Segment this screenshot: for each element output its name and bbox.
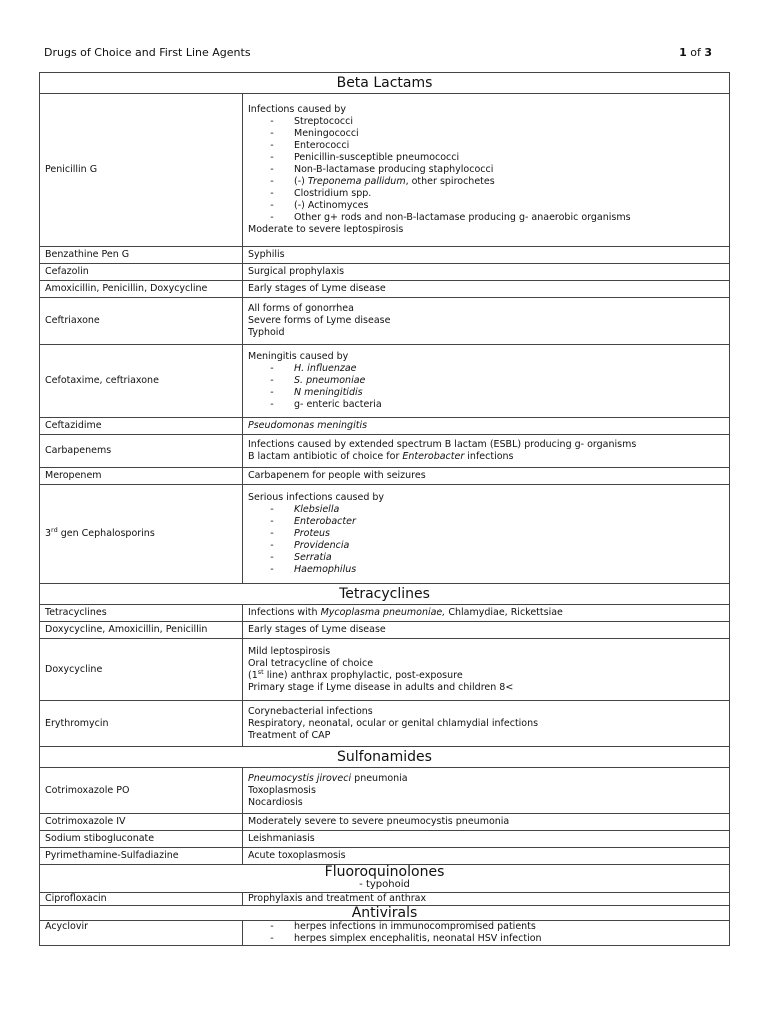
- indication-line: Typhoid: [248, 327, 285, 338]
- indication: Surgical prophylaxis: [243, 264, 730, 281]
- indication-line: Toxoplasmosis: [248, 784, 316, 796]
- table-row: [40, 298, 730, 345]
- bullet-item: - Non-B-lactamase producing staphylococci: [270, 164, 494, 175]
- bullet-item: - Haemophilus: [270, 564, 357, 575]
- table-row: [40, 435, 730, 468]
- indication: [243, 701, 730, 747]
- indication-line: Mild leptospirosis: [248, 645, 331, 657]
- page-number: 1: [679, 46, 687, 59]
- table-row: [40, 639, 730, 701]
- indication: Infections with Mycoplasma pneumoniae, Chlamydiae, Rickettsiae: [243, 605, 730, 622]
- table-row: [40, 281, 730, 298]
- section-row: [40, 865, 730, 893]
- section-title: Sulfonamides: [40, 747, 730, 768]
- bullet-item: - g- enteric bacteria: [270, 399, 382, 410]
- bullet-item: - (-) Actinomyces: [270, 200, 369, 211]
- bullet-item: - (-) Treponema pallidum, other spirochetes: [270, 176, 495, 187]
- table-row: [40, 247, 730, 264]
- indication: Acute toxoplasmosis: [243, 848, 730, 865]
- indication-line: Infections caused by: [248, 104, 346, 115]
- bullet-item: - Streptococci: [270, 116, 353, 127]
- drug-name: Erythromycin: [40, 701, 243, 747]
- indication-line: Moderate to severe leptospirosis: [248, 224, 404, 235]
- drug-name: Tetracyclines: [40, 605, 243, 622]
- bullet-item: - Serratia: [270, 552, 332, 563]
- drug-name: Acyclovir: [40, 921, 243, 946]
- bullet-item: - N meningitidis: [270, 387, 363, 398]
- bullet-item: - Meningococci: [270, 128, 359, 139]
- indication: Early stages of Lyme disease: [243, 622, 730, 639]
- indication: [243, 921, 730, 946]
- table-row: [40, 468, 730, 485]
- page-indicator: [679, 46, 712, 59]
- indication: Syphilis: [243, 247, 730, 264]
- drug-name: Ceftriaxone: [40, 298, 243, 345]
- table-row: [40, 622, 730, 639]
- indication-line: Severe forms of Lyme disease: [248, 315, 391, 326]
- table-row: [40, 485, 730, 584]
- drug-name: Doxycycline, Amoxicillin, Penicillin: [40, 622, 243, 639]
- indication: Prophylaxis and treatment of anthrax: [243, 893, 730, 906]
- table-row: [40, 605, 730, 622]
- table-row: [40, 831, 730, 848]
- page-total: 3: [704, 46, 712, 59]
- indication-line: Primary stage if Lyme disease in adults and children 8<: [248, 681, 514, 693]
- indication: [243, 345, 730, 418]
- bullet-item: - S. pneumoniae: [270, 375, 366, 386]
- indication-line: Respiratory, neonatal, ocular or genital chlamydial infections: [248, 717, 539, 729]
- bullet-item: - herpes infections in immunocompromised patients: [270, 921, 536, 932]
- indication-line: Treatment of CAP: [248, 729, 331, 741]
- section-row: [40, 584, 730, 605]
- bullet-item: - Providencia: [270, 540, 350, 551]
- indication: Early stages of Lyme disease: [243, 281, 730, 298]
- drug-name: Cotrimoxazole IV: [40, 814, 243, 831]
- page-header: [44, 46, 712, 59]
- bullet-item: - herpes simplex encephalitis, neonatal HSV infection: [270, 933, 542, 944]
- section-row: [40, 906, 730, 921]
- drug-name: Ceftazidime: [40, 418, 243, 435]
- drug-name: Doxycycline: [40, 639, 243, 701]
- document-title: Drugs of Choice and First Line Agents: [44, 46, 251, 59]
- section-title: Antivirals: [40, 906, 730, 921]
- drug-name: Ciprofloxacin: [40, 893, 243, 906]
- indication-line: All forms of gonorrhea: [248, 303, 354, 314]
- section-title: Beta Lactams: [40, 73, 730, 94]
- bullet-item: - Enterococci: [270, 140, 350, 151]
- section-row: [40, 73, 730, 94]
- bullet-item: - Klebsiella: [270, 504, 340, 515]
- indication: Leishmaniasis: [243, 831, 730, 848]
- indication-line: Pneumocystis jiroveci pneumonia: [248, 772, 408, 784]
- indication-line: B lactam antibiotic of choice for Enterobacter infections: [248, 451, 514, 462]
- indication: [243, 94, 730, 247]
- section-title: Tetracyclines: [40, 584, 730, 605]
- indication-line: Meningitis caused by: [248, 351, 349, 362]
- table-row: [40, 814, 730, 831]
- bullet-item: - H. influenzae: [270, 363, 357, 374]
- indication: Pseudomonas meningitis: [243, 418, 730, 435]
- indication: Moderately severe to severe pneumocystis pneumonia: [243, 814, 730, 831]
- section-row: [40, 747, 730, 768]
- drug-name: Carbapenems: [40, 435, 243, 468]
- table-row: [40, 893, 730, 906]
- drug-name: Pyrimethamine-Sulfadiazine: [40, 848, 243, 865]
- indication-line: (1st line) anthrax prophylactic, post-exposure: [248, 667, 463, 681]
- indication: [243, 639, 730, 701]
- table-row: [40, 345, 730, 418]
- bullet-item: - Other g+ rods and non-B-lactamase producing g- anaerobic organisms: [270, 212, 631, 223]
- bullet-item: - Enterobacter: [270, 516, 356, 527]
- drug-name: Cefazolin: [40, 264, 243, 281]
- indication-line: Nocardiosis: [248, 796, 303, 808]
- drug-name: Cotrimoxazole PO: [40, 768, 243, 814]
- table-row: [40, 94, 730, 247]
- bullet-item: - Clostridium spp.: [270, 188, 372, 199]
- table-row: [40, 418, 730, 435]
- indication: Carbapenem for people with seizures: [243, 468, 730, 485]
- drug-name: Cefotaxime, ceftriaxone: [40, 345, 243, 418]
- bullet-item: - Proteus: [270, 528, 330, 539]
- bullet-item: - Penicillin-susceptible pneumococci: [270, 152, 460, 163]
- drug-name: Penicillin G: [40, 94, 243, 247]
- section-subtitle: - typohoid: [359, 879, 410, 890]
- drug-table: [39, 72, 730, 946]
- indication-line: Serious infections caused by: [248, 492, 385, 503]
- indication: [243, 768, 730, 814]
- indication-line: Corynebacterial infections: [248, 705, 373, 717]
- drug-name: Amoxicillin, Penicillin, Doxycycline: [40, 281, 243, 298]
- section-title: Fluoroquinolones - typohoid: [40, 865, 730, 893]
- page-of: of: [690, 46, 701, 59]
- table-row: [40, 921, 730, 946]
- indication: [243, 435, 730, 468]
- table-row: [40, 701, 730, 747]
- drug-name: Sodium stibogluconate: [40, 831, 243, 848]
- table-row: [40, 768, 730, 814]
- drug-name: Benzathine Pen G: [40, 247, 243, 264]
- indication: [243, 485, 730, 584]
- table-row: [40, 264, 730, 281]
- indication: [243, 298, 730, 345]
- table-row: [40, 848, 730, 865]
- indication-line: Oral tetracycline of choice: [248, 657, 374, 669]
- drug-name: Meropenem: [40, 468, 243, 485]
- indication-line: Infections caused by extended spectrum B lactam (ESBL) producing g- organisms: [248, 439, 637, 450]
- drug-name: 3rd gen Cephalosporins: [40, 485, 243, 584]
